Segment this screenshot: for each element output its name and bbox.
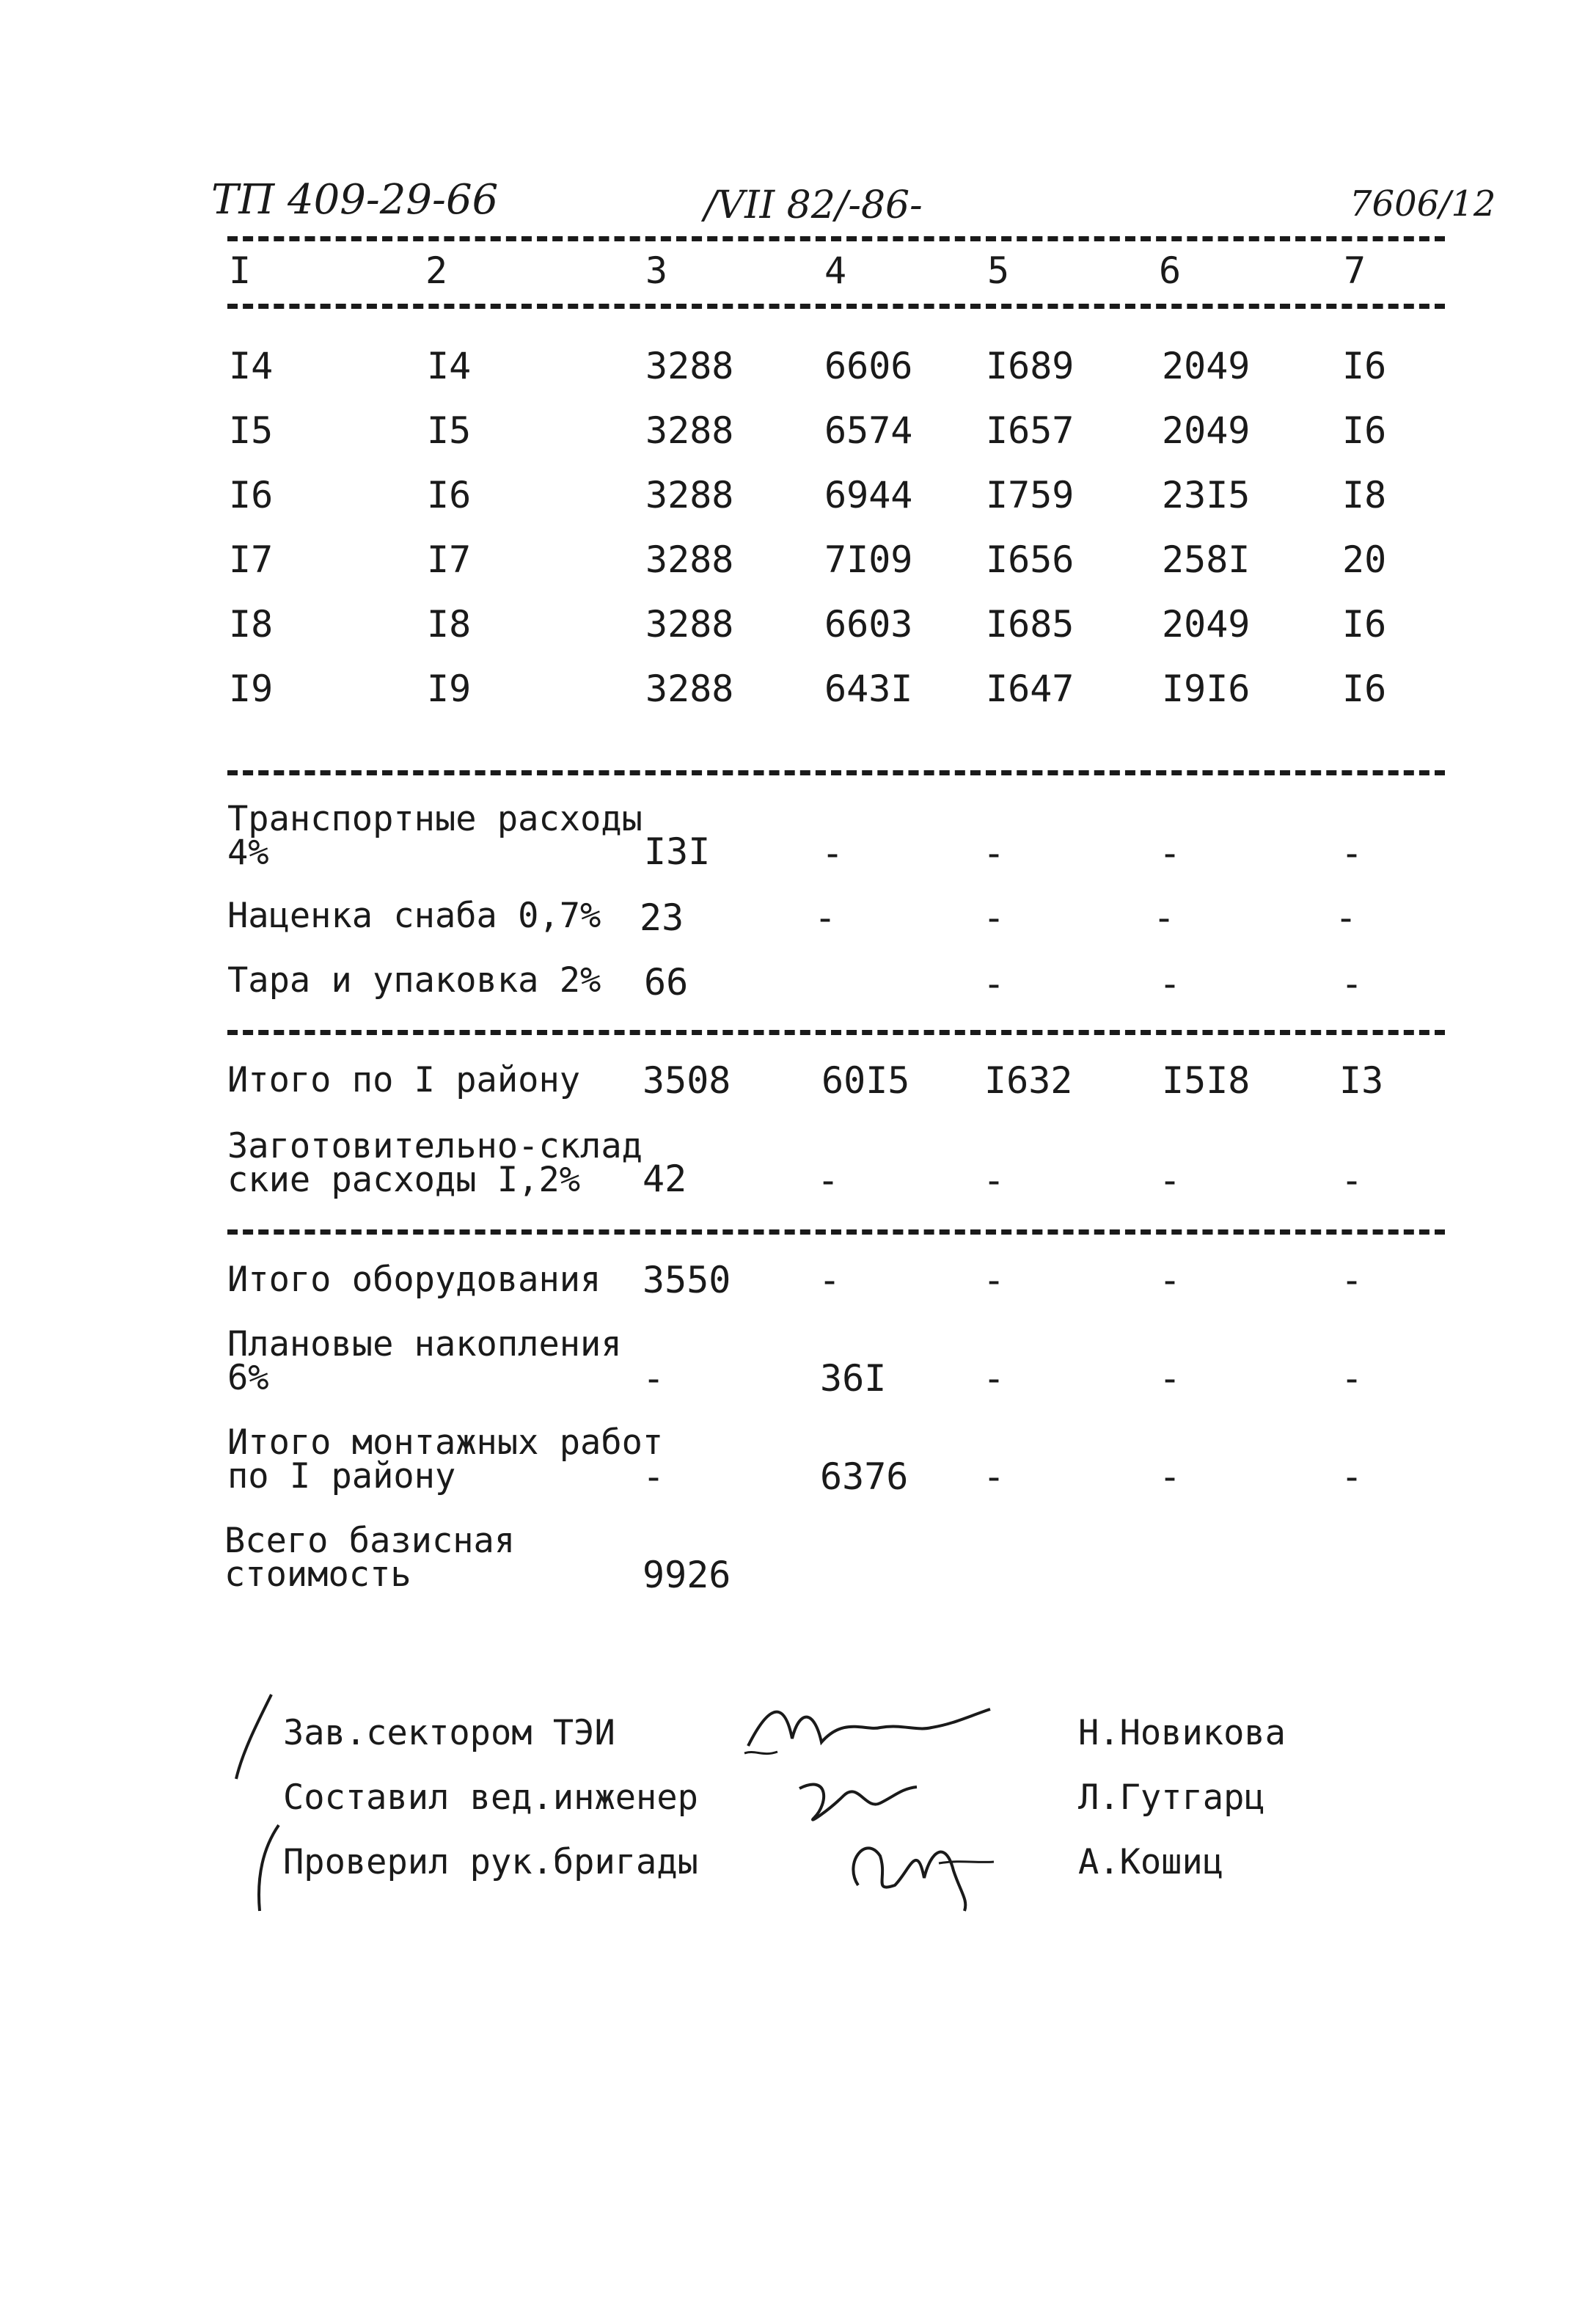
total-installation-col3: -: [643, 1455, 665, 1498]
markup-col4: -: [814, 896, 837, 939]
transport-col3: I3I: [644, 830, 711, 873]
section-rule: [227, 1229, 1445, 1235]
album-ref: /VII 82/-86-: [704, 183, 923, 227]
markup-col6: -: [1153, 896, 1176, 939]
total-base-cost-col3: 9926: [643, 1554, 731, 1596]
sheet-number: 7606/12: [1350, 183, 1496, 224]
cell: I657: [986, 409, 1075, 452]
procurement-col6: -: [1159, 1159, 1182, 1202]
column-header-4: 4: [824, 249, 847, 292]
total-installation-col5: -: [983, 1455, 1006, 1498]
cell: I5: [229, 409, 274, 452]
cell: I6: [229, 474, 274, 516]
total-region-col5: I632: [984, 1059, 1073, 1102]
cell: I4: [427, 345, 472, 387]
cell: 6944: [824, 474, 913, 516]
planned-savings-col5: -: [983, 1357, 1006, 1400]
signature-role: Составил вед.инженер: [283, 1777, 698, 1818]
column-header-5: 5: [987, 249, 1010, 292]
total-installation-col4: 6376: [820, 1455, 909, 1498]
transport-col6: -: [1159, 832, 1182, 874]
packaging-label: Тара и упаковка 2%: [227, 960, 601, 1001]
procurement-col3: 42: [643, 1158, 687, 1200]
cell: 3288: [645, 603, 734, 646]
cell: 258I: [1162, 538, 1251, 581]
packaging-col7: -: [1341, 962, 1363, 1005]
column-header-7: 7: [1344, 249, 1366, 292]
total-region-col3: 3508: [643, 1059, 731, 1102]
cell: 7I09: [824, 538, 913, 581]
cell: 643I: [824, 668, 913, 710]
bracket-mark-icon: [249, 1819, 286, 1915]
handwritten-signature-icon: [741, 1687, 1005, 1768]
procurement-col5: -: [983, 1159, 1006, 1202]
total-region-col7: I3: [1339, 1059, 1384, 1102]
procurement-col7: -: [1341, 1159, 1363, 1202]
total-equipment-col3: 3550: [643, 1259, 731, 1301]
total-equipment-label: Итого оборудования: [227, 1260, 601, 1300]
cell: 23I5: [1162, 474, 1251, 516]
cell: 3288: [645, 538, 734, 581]
packaging-col5: -: [983, 962, 1006, 1005]
signature-role: Проверил рук.бригады: [283, 1842, 698, 1882]
total-equipment-col4: -: [819, 1259, 841, 1301]
cell: I759: [986, 474, 1075, 516]
section-rule: [227, 1030, 1445, 1035]
cell: I6: [1342, 409, 1387, 452]
cell: 6603: [824, 603, 913, 646]
cell: I656: [986, 538, 1075, 581]
planned-savings-col7: -: [1341, 1357, 1363, 1400]
markup-col7: -: [1335, 896, 1358, 939]
procurement-col4: -: [817, 1159, 840, 1202]
total-installation-col6: -: [1159, 1455, 1182, 1498]
cell: I7: [427, 538, 472, 581]
cell: 2049: [1162, 409, 1251, 452]
column-header-2: 2: [425, 249, 448, 292]
planned-savings-label: Плановые накопления 6%: [227, 1324, 622, 1398]
cell: I9: [229, 668, 274, 710]
planned-savings-col3: -: [643, 1357, 665, 1400]
cell: I6: [427, 474, 472, 516]
column-header-3: 3: [645, 249, 668, 292]
cell: I689: [986, 345, 1075, 387]
planned-savings-col4: 36I: [820, 1357, 887, 1400]
total-base-cost-label: Всего базисная стоимость: [224, 1521, 516, 1595]
markup-col5: -: [983, 896, 1006, 939]
packaging-col6: -: [1159, 962, 1182, 1005]
total-equipment-col5: -: [983, 1259, 1006, 1301]
total-equipment-col7: -: [1341, 1259, 1363, 1301]
cell: 6606: [824, 345, 913, 387]
cell: I9I6: [1162, 668, 1251, 710]
cell: I4: [229, 345, 274, 387]
transport-label: Транспортные расходы 4%: [227, 799, 643, 873]
handwritten-signature-icon: [836, 1819, 1005, 1915]
transport-col7: -: [1341, 832, 1363, 874]
cell: 3288: [645, 409, 734, 452]
cell: 2049: [1162, 345, 1251, 387]
cell: I7: [229, 538, 274, 581]
header-bottom-rule: [227, 304, 1445, 309]
total-installation-col7: -: [1341, 1455, 1363, 1498]
cell: I647: [986, 668, 1075, 710]
total-equipment-col6: -: [1159, 1259, 1182, 1301]
signature-name: Н.Новикова: [1078, 1713, 1286, 1753]
column-header-6: 6: [1159, 249, 1182, 292]
section-rule: [227, 770, 1445, 775]
cell: I6: [1342, 603, 1387, 646]
cell: 3288: [645, 668, 734, 710]
procurement-label: Заготовительно-склад ские расходы I,2%: [227, 1126, 643, 1200]
bracket-mark-icon: [227, 1687, 286, 1783]
cell: I8: [229, 603, 274, 646]
signature-name: Л.Гутгарц: [1078, 1777, 1265, 1818]
cell: 3288: [645, 345, 734, 387]
cell: I9: [427, 668, 472, 710]
transport-col5: -: [983, 832, 1006, 874]
cell: I8: [427, 603, 472, 646]
total-region-col6: I5I8: [1162, 1059, 1251, 1102]
planned-savings-col6: -: [1159, 1357, 1182, 1400]
markup-col3: 23: [640, 896, 684, 939]
signature-role: Зав.сектором ТЭИ: [283, 1713, 615, 1753]
cell: 6574: [824, 409, 913, 452]
packaging-col3: 66: [644, 961, 689, 1004]
cell: 2049: [1162, 603, 1251, 646]
signature-name: А.Кошиц: [1078, 1842, 1224, 1882]
header-rule: [227, 236, 1445, 241]
markup-label: Наценка снаба 0,7%: [227, 896, 601, 936]
cell: I685: [986, 603, 1075, 646]
cell: 20: [1342, 538, 1387, 581]
cell: I5: [427, 409, 472, 452]
total-region-label: Итого по I району: [227, 1060, 581, 1100]
doc-code: ТП 409-29-66: [211, 176, 499, 224]
cell: I6: [1342, 345, 1387, 387]
transport-col4: -: [821, 832, 844, 874]
column-header-1: I: [229, 249, 252, 292]
total-installation-label: Итого монтажных работ по I району: [227, 1422, 664, 1496]
cell: 3288: [645, 474, 734, 516]
total-region-col4: 60I5: [821, 1059, 910, 1102]
cell: I8: [1342, 474, 1387, 516]
cell: I6: [1342, 668, 1387, 710]
